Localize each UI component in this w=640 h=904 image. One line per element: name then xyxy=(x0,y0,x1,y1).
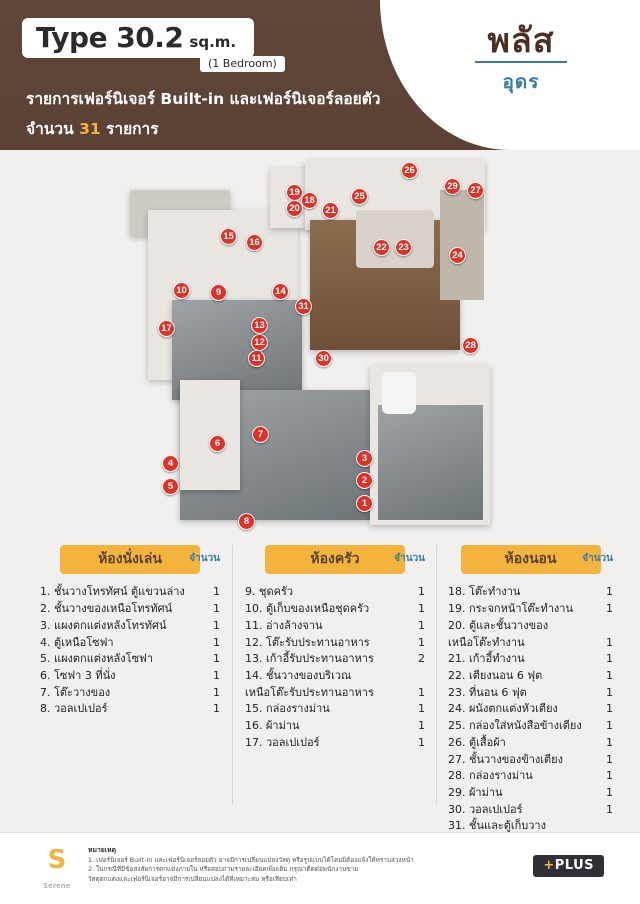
list-item-label: 13. เก้าอี้รับประทานอาหาร xyxy=(245,652,374,666)
floorplan-marker-28[interactable]: 28 xyxy=(462,337,479,354)
list-item xyxy=(40,601,220,618)
list-item-qty: 1 xyxy=(606,668,613,682)
list-item-qty: 1 xyxy=(606,802,613,816)
floorplan-marker-9[interactable]: 9 xyxy=(210,284,227,301)
list-item xyxy=(448,684,613,701)
footer-note-line-2: 2. ในกรณีที่มีข้อสงสัยการตกแต่งภายใน หรือสอบถามรายละเอียดเพิ่มเติม กรุณาติดต่อพนักงานขาย xyxy=(88,865,359,874)
list-item-qty: 1 xyxy=(418,702,425,716)
list-item-qty: 1 xyxy=(606,702,613,716)
list-item-qty: 1 xyxy=(418,635,425,649)
furniture-lists xyxy=(0,545,640,835)
floorplan-marker-3[interactable]: 3 xyxy=(356,450,373,467)
list-items-bedroom xyxy=(448,584,613,852)
list-item-label: 8. วอลเปเปอร์ xyxy=(40,702,108,716)
plus-logo-mark: + xyxy=(543,858,555,873)
list-item xyxy=(40,651,220,668)
floorplan-marker-25[interactable]: 25 xyxy=(351,188,368,205)
floorplan-marker-8[interactable]: 8 xyxy=(238,513,255,530)
floorplan-marker-1[interactable]: 1 xyxy=(356,495,373,512)
list-item-label: 16. ผ้าม่าน xyxy=(245,719,300,733)
page-title-unit: sq.m. xyxy=(189,32,237,51)
list-item xyxy=(245,734,425,751)
list-item-qty: 1 xyxy=(606,652,613,666)
list-item-qty: 1 xyxy=(213,702,220,716)
qty-label-bedroom: จำนวน xyxy=(582,553,613,564)
list-item-label: 5. แผงตกแต่งหลังโซฟา xyxy=(40,652,154,666)
list-item-label: 6. โซฟา 3 ที่นั่ง xyxy=(40,668,116,682)
list-item xyxy=(245,634,425,651)
list-item xyxy=(40,668,220,685)
floorplan-section xyxy=(0,150,640,540)
list-item-label: 7. โต๊ะวางของ xyxy=(40,685,111,699)
list-divider-2 xyxy=(436,545,437,805)
list-item xyxy=(40,617,220,634)
list-item xyxy=(448,584,613,601)
floorplan-marker-23[interactable]: 23 xyxy=(395,239,412,256)
page-subtitle: (1 Bedroom) xyxy=(200,56,285,72)
list-item-label: 18. โต๊ะทำงาน xyxy=(448,585,521,599)
list-item xyxy=(448,751,613,768)
list-item-qty: 2 xyxy=(418,652,425,666)
list-item-qty: 1 xyxy=(213,635,220,649)
page-header xyxy=(0,0,640,150)
list-item-label: 15. กล่องรางม่าน xyxy=(245,702,330,716)
list-item-label: 11. อ่างล้างจาน xyxy=(245,618,323,632)
list-item xyxy=(245,651,425,668)
plus-logo xyxy=(533,855,604,877)
floorplan-marker-27[interactable]: 27 xyxy=(467,182,484,199)
list-item xyxy=(448,768,613,785)
list-item-label: 24. ผนังตกแต่งหัวเตียง xyxy=(448,702,558,716)
list-item-label: เหนือโต๊ะทำงาน xyxy=(448,635,525,649)
list-item-qty: 1 xyxy=(606,602,613,616)
floorplan-marker-12[interactable]: 12 xyxy=(251,334,268,351)
list-items-living-room xyxy=(40,584,220,718)
brand-divider xyxy=(475,61,567,63)
list-item-label: เหนือโต๊ะรับประทานอาหาร xyxy=(245,685,374,699)
plan-wardrobe xyxy=(440,190,484,300)
list-item xyxy=(448,601,613,618)
list-item-qty: 1 xyxy=(606,752,613,766)
list-item-label: 10. ตู้เก็บของเหนือชุดครัว xyxy=(245,602,370,616)
floorplan-marker-6[interactable]: 6 xyxy=(209,435,226,452)
list-item-qty: 1 xyxy=(213,585,220,599)
list-item xyxy=(245,668,425,685)
floorplan-marker-10[interactable]: 10 xyxy=(173,282,190,299)
list-column-kitchen xyxy=(245,545,425,751)
plan-bed xyxy=(356,210,434,268)
list-item xyxy=(245,718,425,735)
list-item-qty: 1 xyxy=(418,602,425,616)
list-item-qty: 1 xyxy=(213,618,220,632)
list-item-qty: 1 xyxy=(606,769,613,783)
footer-note-title: หมายเหตุ xyxy=(88,846,116,854)
list-column-living-room xyxy=(40,545,220,718)
floorplan-marker-24[interactable]: 24 xyxy=(449,247,466,264)
title-plate xyxy=(22,18,254,58)
list-item-qty: 1 xyxy=(213,652,220,666)
list-item-label: 12. โต๊ะรับประทานอาหาร xyxy=(245,635,370,649)
list-item-label: 19. กระจกหน้าโต๊ะทำงาน xyxy=(448,602,573,616)
header-description: รายการเฟอร์นิเจอร์ Built-in และเฟอร์นิเจอร์ลอยตัว xyxy=(26,90,381,108)
list-item-label: 28. กล่องรางม่าน xyxy=(448,769,533,783)
page-footer xyxy=(0,832,640,904)
qty-label-living-room: จำนวน xyxy=(189,553,220,564)
list-item-label: 22. เตียงนอน 6 ฟุต xyxy=(448,668,543,682)
floorplan-marker-21[interactable]: 21 xyxy=(322,202,339,219)
list-item-label: 21. เก้าอี้ทำงาน xyxy=(448,652,525,666)
list-item-label: 25. กล่องใส่หนังสือข้างเตียง xyxy=(448,719,582,733)
list-item-qty: 1 xyxy=(606,786,613,800)
list-item-label: 4. ตู้เหนือโซฟา xyxy=(40,635,114,649)
list-item-label: 17. วอลเปเปอร์ xyxy=(245,735,320,749)
list-item-qty: 1 xyxy=(606,635,613,649)
brand-name: พลัส xyxy=(487,21,555,61)
list-item xyxy=(448,785,613,802)
brand-logo xyxy=(436,21,606,97)
floorplan-marker-18[interactable]: 18 xyxy=(301,192,318,209)
list-item-qty: 1 xyxy=(606,719,613,733)
list-item xyxy=(448,701,613,718)
floorplan-marker-19[interactable]: 19 xyxy=(286,184,303,201)
list-item-label: 2. ชั้นวางของเหนือโทรทัศน์ xyxy=(40,602,173,616)
list-item-label: 20. ตู้และชั้นวางของ xyxy=(448,618,549,632)
footer-note-line-1: 1. เฟอร์นิเจอร์ Built-in และเฟอร์นิเจอร์ลอยตัว อาจมีการเปลี่ยนแปลงวัสดุ หรือรูปแบบได้โดยมิต้องแจ้งให้ทราบล่วงหน้า xyxy=(88,855,414,864)
list-item-qty: 1 xyxy=(418,719,425,733)
list-item xyxy=(40,584,220,601)
floorplan-image xyxy=(120,150,520,540)
list-item xyxy=(40,684,220,701)
list-item xyxy=(448,617,613,634)
serene-logo-glyph: S xyxy=(47,845,67,875)
list-item-label: 30. วอลเปเปอร์ xyxy=(448,802,523,816)
list-item xyxy=(40,701,220,718)
floorplan-marker-2[interactable]: 2 xyxy=(356,472,373,489)
list-title-bedroom: ห้องนอน xyxy=(461,545,601,574)
floorplan-marker-17[interactable]: 17 xyxy=(158,320,175,337)
list-item xyxy=(245,684,425,701)
list-item xyxy=(245,584,425,601)
list-item-label: 14. ชั้นวางของบริเวณ xyxy=(245,668,352,682)
list-item-label: 23. ที่นอน 6 ฟุต xyxy=(448,685,527,699)
floorplan-marker-4[interactable]: 4 xyxy=(162,455,179,472)
list-item-qty: 1 xyxy=(606,585,613,599)
footer-note-line-3: วัสดุตกแต่งและเฟอร์นิเจอร์อาจมีการเปลี่ยนแปลงได้ที่เหมาะสม หรือเทียบเท่า xyxy=(88,875,297,884)
header-count-number: 31 xyxy=(79,120,101,138)
page-title: Type 30.2 xyxy=(36,21,184,54)
brand-location: อุดร xyxy=(502,71,540,93)
floorplan-marker-7[interactable]: 7 xyxy=(252,426,269,443)
list-item xyxy=(245,617,425,634)
floorplan-marker-29[interactable]: 29 xyxy=(444,178,461,195)
list-item-qty: 1 xyxy=(418,585,425,599)
plan-bathroom-floor xyxy=(378,405,483,520)
list-item-qty: 1 xyxy=(213,668,220,682)
list-item-label: 3. แผงตกแต่งหลังโทรทัศน์ xyxy=(40,618,167,632)
header-count-line xyxy=(26,116,159,141)
plan-kitchen-wall xyxy=(180,380,240,490)
list-item-label: 1. ชั้นวางโทรทัศน์ ตู้แขวนล่าง xyxy=(40,585,185,599)
header-count-prefix: จำนวน xyxy=(26,120,80,138)
list-item-qty: 1 xyxy=(606,735,613,749)
list-divider-1 xyxy=(232,545,233,805)
plan-toilet xyxy=(382,372,416,414)
list-item-label: 31. ชั้นและตู้เก็บวาง xyxy=(448,819,546,833)
floorplan-marker-16[interactable]: 16 xyxy=(246,234,263,251)
list-item-qty: 1 xyxy=(606,685,613,699)
floorplan-marker-22[interactable]: 22 xyxy=(373,239,390,256)
list-title-kitchen: ห้องครัว xyxy=(265,545,405,574)
list-column-bedroom xyxy=(448,545,613,852)
list-item-qty: 1 xyxy=(418,618,425,632)
header-count-suffix: รายการ xyxy=(100,120,159,138)
floorplan-marker-11[interactable]: 11 xyxy=(248,350,265,367)
list-item-label: 26. ตู้เสื้อผ้า xyxy=(448,735,506,749)
floorplan-marker-5[interactable]: 5 xyxy=(162,478,179,495)
list-item-qty: 1 xyxy=(418,735,425,749)
list-item-qty: 1 xyxy=(418,685,425,699)
list-item xyxy=(448,801,613,818)
list-item-label: 29. ผ้าม่าน xyxy=(448,786,503,800)
floorplan-marker-30[interactable]: 30 xyxy=(315,350,332,367)
list-items-kitchen xyxy=(245,584,425,751)
list-item xyxy=(448,668,613,685)
floorplan-marker-13[interactable]: 13 xyxy=(251,317,268,334)
list-item xyxy=(448,651,613,668)
footer-note xyxy=(88,845,508,885)
qty-label-kitchen: จำนวน xyxy=(394,553,425,564)
floorplan-marker-26[interactable]: 26 xyxy=(401,162,418,179)
list-item xyxy=(448,718,613,735)
list-item xyxy=(245,701,425,718)
list-title-living-room: ห้องนั่งเล่น xyxy=(60,545,200,574)
list-item-label: 27. ชั้นวางของข้างเตียง xyxy=(448,752,563,766)
list-item xyxy=(448,634,613,651)
list-item-qty: 1 xyxy=(213,602,220,616)
floorplan-marker-14[interactable]: 14 xyxy=(272,283,289,300)
floorplan-marker-20[interactable]: 20 xyxy=(286,200,303,217)
plus-logo-text: PLUS xyxy=(554,858,594,873)
list-item xyxy=(40,634,220,651)
list-item xyxy=(245,601,425,618)
floorplan-marker-15[interactable]: 15 xyxy=(220,228,237,245)
serene-logo-name: Serene xyxy=(43,882,71,890)
list-item xyxy=(448,734,613,751)
list-item-qty: 1 xyxy=(213,685,220,699)
list-item-label: 9. ชุดครัว xyxy=(245,585,294,599)
serene-logo xyxy=(40,845,74,890)
floorplan-marker-31[interactable]: 31 xyxy=(295,298,312,315)
